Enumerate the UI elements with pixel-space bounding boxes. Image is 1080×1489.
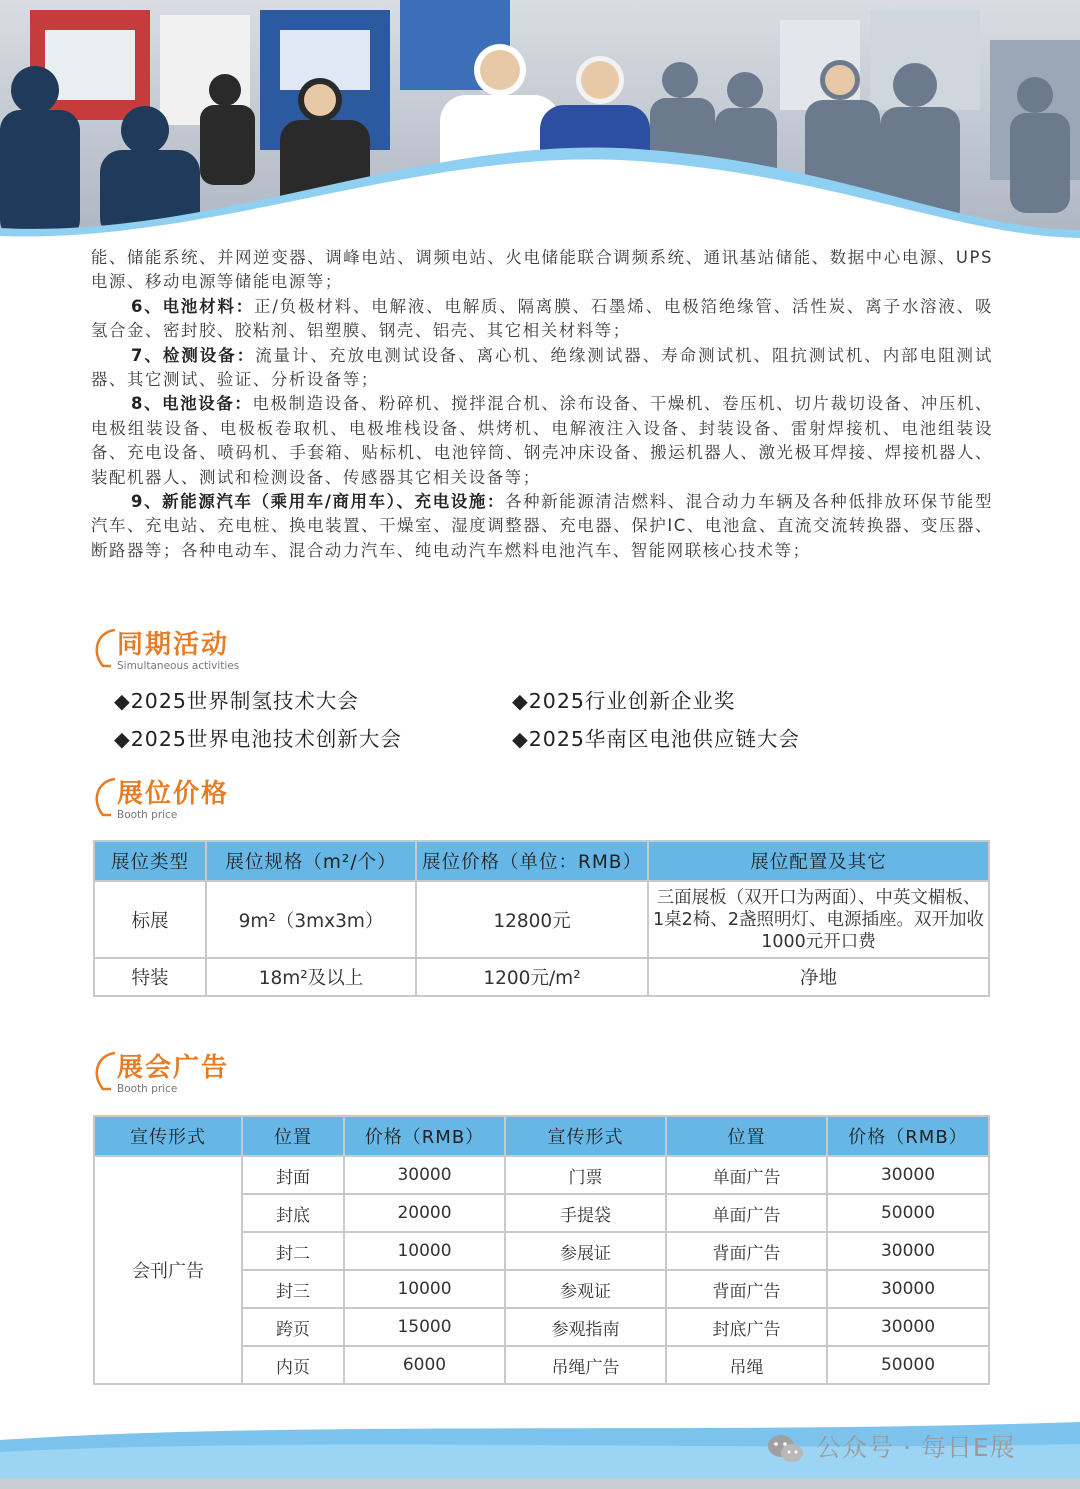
table-cell: 封二 [242,1232,344,1270]
table-cell: 内页 [242,1346,344,1384]
scope-body-6: 正/负极材料、电解液、电解质、隔离膜、石墨烯、电极箔绝缘管、活性炭、离子水溶液、吸氢合金、密封胶、胶粘剂、铝塑膜、钢壳、铝壳、其它相关材料等； [91,296,993,341]
scope-body-8: 电极制造设备、粉碎机、搅拌混合机、涂布设备、干燥机、卷压机、切片裁切设备、冲压机、电极组装设备、电极板卷取机、电极堆栈设备、烘烤机、电解液注入设备、封装设备、雷射焊接机、电池组装设备、充电设备、喷码机、手套箱、贴标机、电池锌筒、钢壳冲床设备、搬运机器人、激光极耳焊接、焊接机器人、装配机器人、测试和检测设备、传感器其它相关设备等； [91,394,993,487]
table-cell: 背面广告 [666,1270,827,1308]
section-title-activities: 同期活动 [117,630,230,660]
table-cell: 标展 [94,881,206,958]
table-cell: 30000 [827,1270,989,1308]
section-title-booth-price: 展位价格 [117,779,230,809]
table-row [94,881,989,958]
table-cell: 18m²及以上 [206,958,416,996]
table-cell: 50000 [827,1194,989,1232]
column-header: 宣传形式 [94,1116,242,1156]
column-header: 位置 [666,1116,827,1156]
table-cell: 跨页 [242,1308,344,1346]
crowd-photo-illustration [0,0,1080,240]
orange-hook-icon [89,775,119,819]
table-cell: 封面 [242,1156,344,1194]
column-header: 展位价格（单位：RMB） [416,841,648,881]
activity-item: ◆2025世界制氢技术大会 [114,689,359,713]
section-title-ads: 展会广告 [117,1053,230,1083]
table-cell: 30000 [827,1232,989,1270]
table-cell: 净地 [648,958,989,996]
wechat-icon [766,1433,806,1465]
column-header: 展位类型 [94,841,206,881]
table-cell: 封底 [242,1194,344,1232]
table-cell: 单面广告 [666,1194,827,1232]
activity-item: ◆2025行业创新企业奖 [512,689,736,713]
table-cell: 背面广告 [666,1232,827,1270]
advertising-price-table [93,1115,990,1385]
table-row [94,958,989,996]
scope-paragraph-7 [91,344,993,393]
section-subtitle-activities: Simultaneous activities [117,660,240,672]
table-cell: 9m²（3mx3m） [206,881,416,958]
table-cell: 封底广告 [666,1308,827,1346]
orange-hook-icon [89,626,119,670]
column-header: 位置 [242,1116,344,1156]
section-subtitle-ads: Booth price [117,1083,178,1095]
table-cell: 吊绳 [666,1346,827,1384]
table-cell: 手提袋 [505,1194,666,1232]
exhibit-scope-text [91,246,993,563]
table-cell: 1200元/m² [416,958,648,996]
table-header-row [94,841,989,881]
table-cell: 50000 [827,1346,989,1384]
table-cell: 门票 [505,1156,666,1194]
table-cell: 6000 [344,1346,505,1384]
scope-heading-8: 8、电池设备： [131,394,253,414]
group-cell: 会刊广告 [94,1156,242,1384]
activity-item: ◆2025华南区电池供应链大会 [512,727,800,751]
table-cell: 10000 [344,1232,505,1270]
scope-heading-9: 9、新能源汽车（乘用车/商用车）、充电设施： [131,492,506,512]
table-cell: 30000 [827,1308,989,1346]
column-header: 展位规格（m²/个） [206,841,416,881]
watermark-text: 公众号 · 每日E展 [816,1433,1016,1462]
table-cell: 吊绳广告 [505,1346,666,1384]
table-cell: 12800元 [416,881,648,958]
scope-paragraph-9 [91,490,993,563]
column-header: 价格（RMB） [827,1116,989,1156]
scope-paragraph-8 [91,392,993,490]
scope-body-7: 流量计、充放电测试设备、离心机、绝缘测试器、寿命测试机、阻抗测试机、内部电阻测试器、其它测试、验证、分析设备等； [91,345,994,390]
table-cell: 三面展板（双开口为两面）、中英文楣板、1桌2椅、2盏照明灯、电源插座。双开加收1000元开口费 [648,881,989,958]
table-cell: 参展证 [505,1232,666,1270]
booth-price-table [93,840,990,997]
scope-heading-7: 7、检测设备： [131,345,256,365]
section-subtitle-booth-price: Booth price [117,809,178,821]
table-cell: 30000 [827,1156,989,1194]
column-header: 展位配置及其它 [648,841,989,881]
exhibition-photo-banner [0,0,1080,240]
table-cell: 参观证 [505,1270,666,1308]
scope-paragraph-6 [91,295,993,344]
watermark [766,1428,1016,1465]
column-header: 价格（RMB） [344,1116,505,1156]
table-cell: 10000 [344,1270,505,1308]
table-cell: 单面广告 [666,1156,827,1194]
column-header: 宣传形式 [505,1116,666,1156]
table-header-row [94,1116,989,1156]
table-cell: 20000 [344,1194,505,1232]
scope-heading-6: 6、电池材料： [131,296,255,316]
table-cell: 15000 [344,1308,505,1346]
table-cell: 参观指南 [505,1308,666,1346]
table-row [94,1156,989,1194]
orange-hook-icon [89,1049,119,1093]
activity-item: ◆2025世界电池技术创新大会 [114,727,402,751]
scope-body-9: 各种新能源清洁燃料、混合动力车辆及各种低排放环保节能型汽车、充电站、充电桩、换电装置、干燥室、湿度调整器、充电器、保护IC、电池盒、直流交流转换器、变压器、断路器等；各种电动车、混合动力汽车、纯电动汽车燃料电池汽车、智能网联核心技术等； [91,492,993,560]
scope-paragraph-5-cont: 能、储能系统、并网逆变器、调峰电站、调频电站、火电储能联合调频系统、通讯基站储能、数据中心电源、UPS电源、移动电源等储能电源等； [91,248,993,292]
table-cell: 特装 [94,958,206,996]
table-cell: 封三 [242,1270,344,1308]
table-cell: 30000 [344,1156,505,1194]
